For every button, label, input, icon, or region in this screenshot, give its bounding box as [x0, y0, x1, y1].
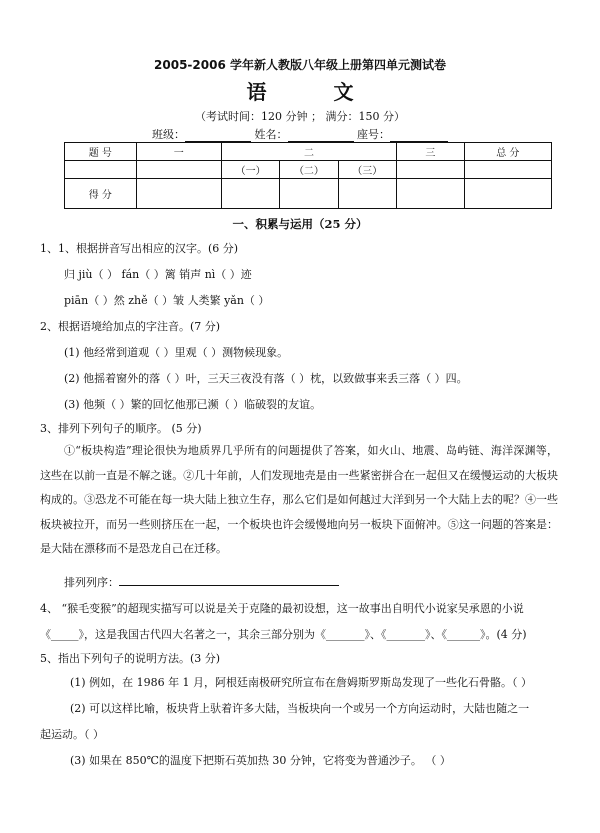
question-4-line: 《_____》，这是我国古代四大名著之一，其余三部分别为《_______》、《_______》、《______》。(4 分) — [40, 628, 527, 641]
question-1-stem: 1、1、根据拼音写出相应的汉字。(6 分) — [40, 242, 239, 255]
section-title: 一、积累与运用（25 分） — [232, 217, 368, 231]
question-5-line: (3) 如果在 850℃的温度下把斯石英加热 30 分钟，它将变为普通沙子。 （ ） — [70, 754, 451, 767]
question-1-line: 归 jiù（ ） fán（ ）篱 销声 nì（ ）迹 — [64, 268, 252, 281]
question-2-line: (1) 他经常到道观（ ）里观（ ）测物候现象。 — [64, 346, 289, 359]
score-header-cell: 二 — [221, 143, 396, 161]
score-cell — [136, 161, 221, 179]
score-header-cell: 三 — [396, 143, 464, 161]
score-cell[interactable] — [136, 179, 221, 209]
exam-info: （考试时间：120 分钟 ； 满分：150 分） — [195, 110, 405, 123]
question-3-stem: 3、排列下列句子的顺序。 (5 分) — [40, 422, 202, 435]
question-5-line: (2) 可以这样比喻，板块背上驮着许多大陆，当板块向一个或另一个方向运动时，大陆也随之一 — [70, 702, 530, 715]
answer-label: 排列列序： — [64, 576, 119, 589]
score-cell[interactable] — [280, 179, 338, 209]
score-header-cell: 题 号 — [65, 143, 137, 161]
score-cell[interactable] — [221, 179, 279, 209]
question-5-stem: 5、指出下列句子的说明方法。(3 分) — [40, 652, 221, 665]
question-3-answer — [64, 574, 339, 590]
score-sub-cell: （一） — [221, 161, 279, 179]
score-cell[interactable] — [396, 179, 464, 209]
class-label: 班级： — [152, 128, 185, 141]
student-fields — [0, 126, 600, 142]
question-2-line: (3) 他频（ ）繁的回忆他那已濒（ ）临破裂的友谊。 — [64, 398, 322, 411]
score-cell[interactable] — [338, 179, 396, 209]
score-table — [64, 142, 552, 209]
exam-title: 2005-2006 学年新人教版八年级上册第四单元测试卷 — [154, 58, 446, 72]
question-3-passage: ①“板块构造”理论很快为地质界几乎所有的问题提供了答案，如火山、地震、岛屿链、海洋深渊等，这些在以前一直是不解之谜。②几十年前，人们发现地壳是由一些紧密拼合在一起但又在缓慢运动的大板块构成的。③恐龙不可能在每一块大陆上独立生存，那么它们是如何越过大洋到另一个大陆上去的呢？④一些板块被拉开，而另一些则挤压在一起，一个板块也许会缓慢地向另一板块下面俯冲。⑤这一问题的答案是：是大陆在漂移而不是恐龙自己在迁移。 — [40, 444, 558, 555]
name-label: 姓名： — [254, 128, 288, 141]
score-cell — [396, 161, 464, 179]
subject-heading: 语 文 — [246, 80, 384, 104]
score-cell[interactable] — [464, 179, 551, 209]
question-2-line: (2) 他摇着窗外的落（ ）叶，三天三夜没有落（ ）枕，以致做事来丢三落（ ）四。 — [64, 372, 468, 385]
score-cell — [65, 161, 137, 179]
class-blank — [185, 130, 251, 142]
score-row-label: 得 分 — [65, 179, 137, 209]
score-sub-cell: （三） — [338, 161, 396, 179]
score-header-cell: 总 分 — [464, 143, 551, 161]
question-5-line: (1) 例如，在 1986 年 1 月，阿根廷南极研究所宣布在詹姆斯罗斯岛发现了一些化石骨骼。（ ） — [70, 676, 533, 689]
score-header-cell: 一 — [136, 143, 221, 161]
question-1-line: piān（ ）然 zhě（ ）皱 人类繁 yǎn（ ） — [64, 294, 270, 307]
answer-blank[interactable] — [119, 574, 339, 586]
question-2-stem: 2、根据语境给加点的字注音。(7 分) — [40, 320, 221, 333]
score-cell — [464, 161, 551, 179]
question-4-line: 4、 “猴毛变猴”的超现实描写可以说是关于克隆的最初设想，这一故事出自明代小说家吴承恩的小说 — [40, 602, 524, 615]
score-sub-cell: （二） — [280, 161, 338, 179]
name-blank — [288, 130, 354, 142]
seat-blank — [390, 130, 448, 142]
seat-label: 座号： — [357, 128, 390, 141]
question-5-line: 起运动。（ ） — [40, 728, 104, 741]
